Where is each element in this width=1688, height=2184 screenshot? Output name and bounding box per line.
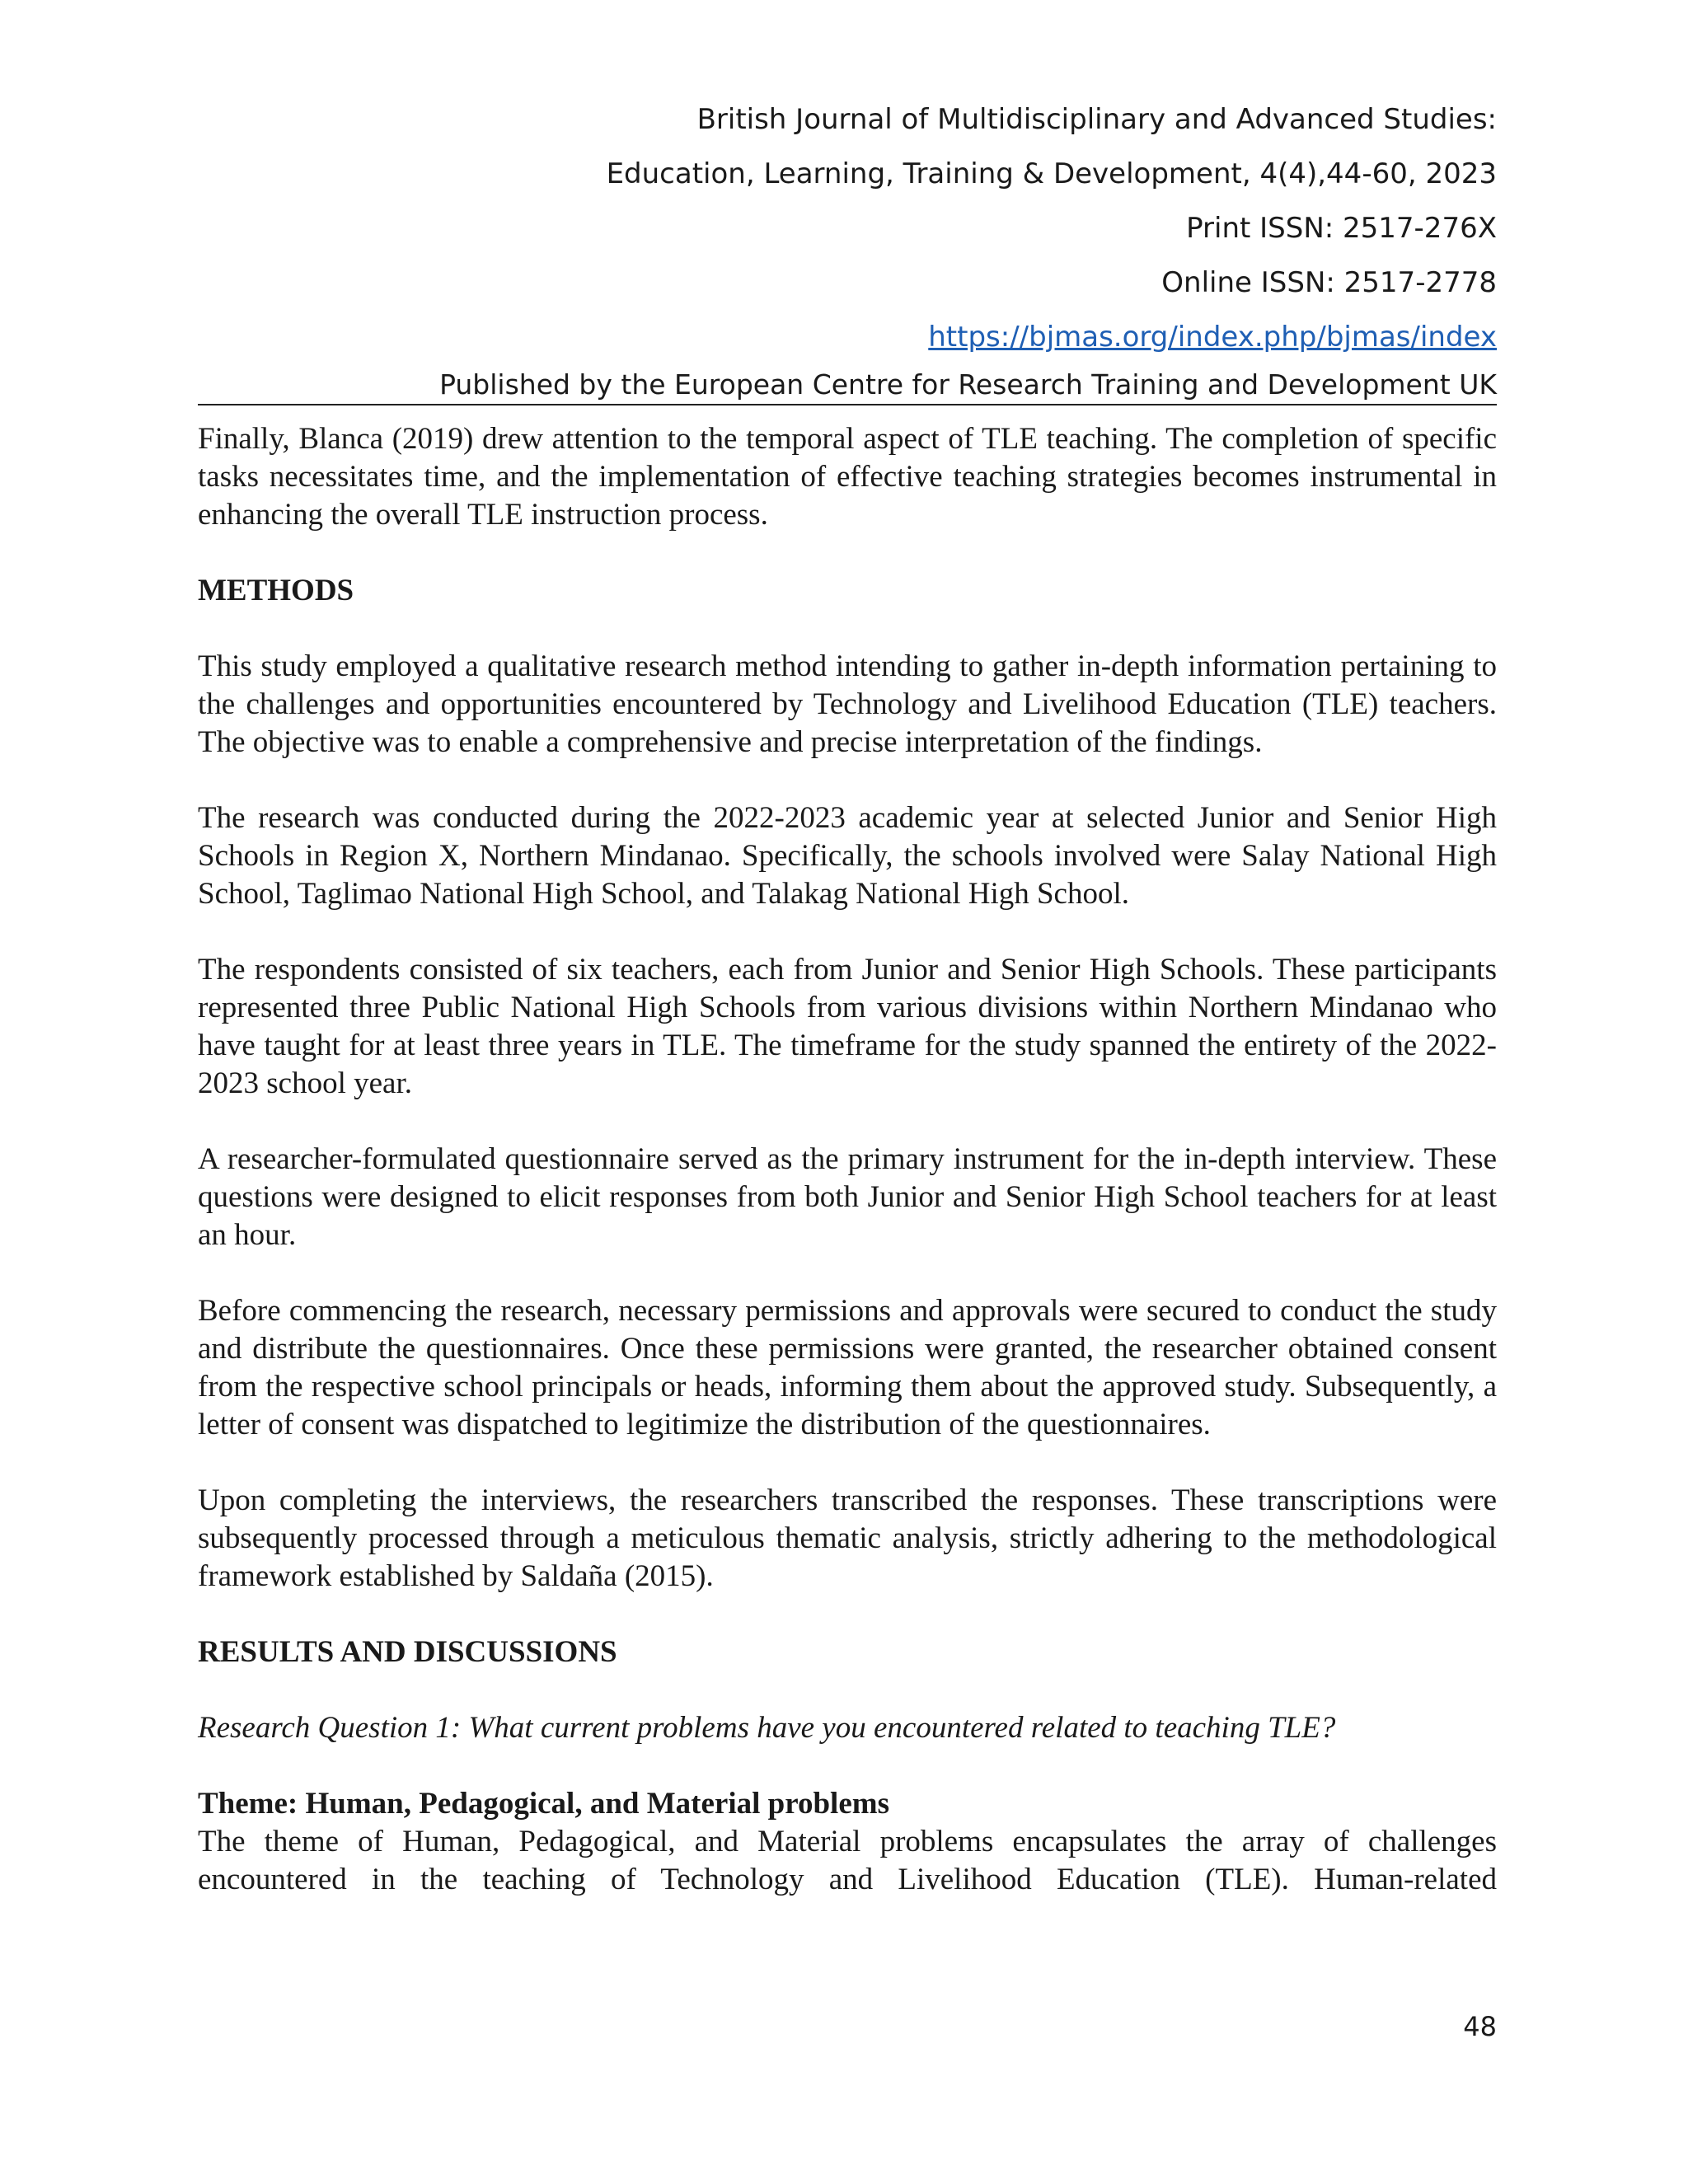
page-number: 48 xyxy=(1463,2011,1497,2042)
journal-title: British Journal of Multidisciplinary and Advanced Studies: xyxy=(696,103,1497,136)
results-heading: RESULTS AND DISCUSSIONS xyxy=(198,1635,617,1669)
methods-paragraph: A researcher-formulated questionnaire served as the primary instrument for the in-depth interview. These questions were designed to elicit responses from both Junior and Senior High School teachers for at least an hour. xyxy=(198,1142,1497,1252)
methods-heading: METHODS xyxy=(198,574,354,607)
publisher-line: Published by the European Centre for Research Training and Development UK xyxy=(198,366,1497,405)
article-body xyxy=(198,420,1497,1937)
online-issn: Online ISSN: 2517-2778 xyxy=(1161,266,1497,299)
journal-url-link[interactable]: https://bjmas.org/index.php/bjmas/index xyxy=(928,321,1497,354)
print-issn: Print ISSN: 2517-276X xyxy=(1186,212,1497,245)
methods-paragraph: Before commencing the research, necessary permissions and approvals were secured to conduct the study and distribute the questionnaires. Once these permissions were granted, the researcher obtained consent from the respective school principals or heads, informing them about the approved study. Subsequently, a letter of consent was dispatched to legitimize the distribution of the questionnaires. xyxy=(198,1294,1497,1441)
methods-paragraph: This study employed a qualitative research method intending to gather in-depth information pertaining to the challenges and opportunities encountered by Technology and Livelihood Education (TLE) teachers. The objective was to enable a comprehensive and precise interpretation of the findings. xyxy=(198,649,1497,759)
journal-series: Education, Learning, Training & Development, 4(4),44-60, 2023 xyxy=(606,157,1497,190)
journal-header xyxy=(590,92,1497,364)
theme-paragraph: The theme of Human, Pedagogical, and Material problems encapsulates the array of challenges encountered in the teaching of Technology and Livelihood Education (TLE). Human-related xyxy=(198,1825,1497,1896)
methods-paragraph: Upon completing the interviews, the researchers transcribed the responses. These transcriptions were subsequently processed through a meticulous thematic analysis, strictly adhering to the methodological framework established by Saldaña (2015). xyxy=(198,1483,1497,1593)
methods-paragraph: The research was conducted during the 2022-2023 academic year at selected Junior and Senior High Schools in Region X, Northern Mindanao. Specifically, the schools involved were Salay National High School, Taglimao National High School, and Talakag National High School. xyxy=(198,801,1497,911)
intro-paragraph: Finally, Blanca (2019) drew attention to the temporal aspect of TLE teaching. The completion of specific tasks necessitates time, and the implementation of effective teaching strategies becomes instrumental in enhancing the overall TLE instruction process. xyxy=(198,422,1497,532)
theme-heading: Theme: Human, Pedagogical, and Material problems xyxy=(198,1787,889,1821)
methods-paragraph: The respondents consisted of six teachers, each from Junior and Senior High Schools. These participants represented three Public National High Schools from various divisions within Northern Mindanao who have taught for at least three years in TLE. The timeframe for the study spanned the entirety of the 2022-2023 school year. xyxy=(198,953,1497,1100)
research-question: Research Question 1: What current problems have you encountered related to teaching TLE? xyxy=(198,1711,1336,1745)
